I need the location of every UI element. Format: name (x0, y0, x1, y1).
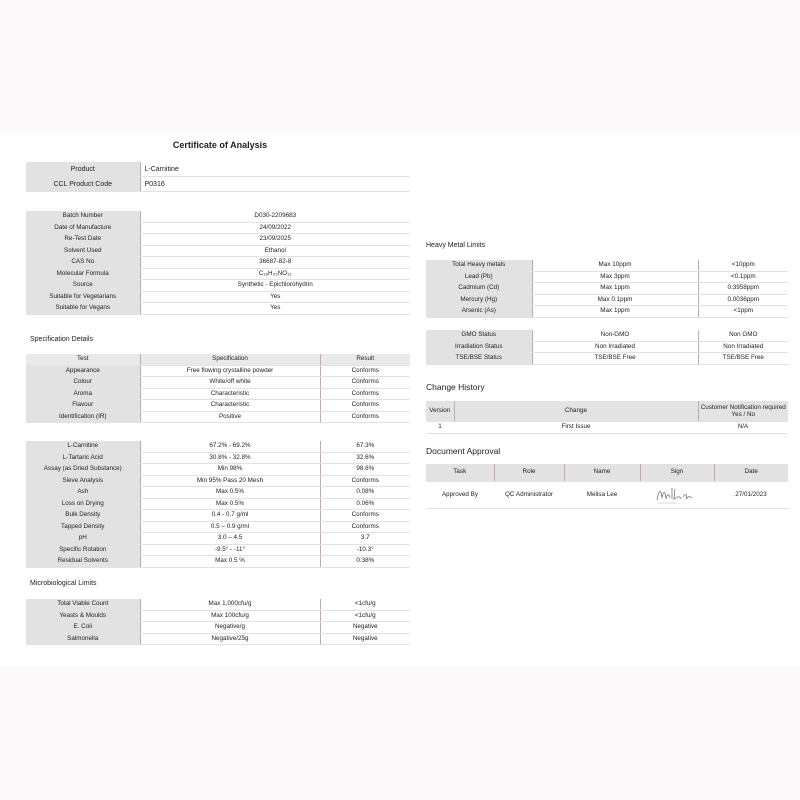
status-result: Non GMO (698, 330, 788, 341)
status-result: Non Irradiated (698, 341, 788, 353)
batch-label: Suitable for Vegans (26, 303, 140, 315)
batch-row (26, 280, 410, 292)
change-history-row (426, 422, 788, 434)
specification-result: Conforms (320, 365, 410, 377)
heavy-metal-test: Arsenic (As) (426, 306, 532, 318)
batch-value: Synthetic - Epichlorohydrin (140, 280, 410, 292)
assay-test: pH (26, 533, 140, 545)
batch-row (26, 257, 410, 269)
approval-sign (640, 482, 714, 509)
specification-test: Identification (IR) (26, 411, 140, 423)
micro-specification: Negative/g (140, 622, 320, 634)
assay-result: Conforms (320, 510, 410, 522)
assay-result: 67.3% (320, 441, 410, 452)
heavy-metal-row (426, 283, 788, 295)
status-table (426, 330, 788, 365)
specification-result: Conforms (320, 377, 410, 389)
assay-row (26, 556, 410, 568)
micro-title: Microbiological Limits (30, 580, 97, 587)
assay-result: 0.08% (320, 487, 410, 499)
micro-row (26, 622, 410, 634)
status-test: TSE/BSE Status (426, 353, 532, 365)
micro-specification: Max 1,000cfu/g (140, 599, 320, 610)
status-specification: Non-GMO (532, 330, 698, 341)
assay-result: 3.7 (320, 533, 410, 545)
change-version: 1 (426, 422, 454, 434)
assay-test: Tapped Density (26, 521, 140, 533)
assay-test: Ash (26, 487, 140, 499)
specification-specification: Characteristic (140, 388, 320, 400)
micro-test: Total Viable Count (26, 599, 140, 610)
micro-result: Negative (320, 633, 410, 645)
approval-row (426, 482, 788, 509)
specification-row (26, 377, 410, 389)
batch-value: Yes (140, 303, 410, 315)
micro-specification: Max 100cfu/g (140, 610, 320, 622)
batch-label: Batch Number (26, 211, 140, 222)
micro-result: Negative (320, 622, 410, 634)
assay-test: Residual Solvents (26, 556, 140, 568)
assay-specification: 0.4 - 0.7 g/ml (140, 510, 320, 522)
assay-row (26, 475, 410, 487)
specification-row (26, 411, 410, 423)
micro-table (26, 599, 410, 645)
batch-label: Molecular Formula (26, 268, 140, 280)
specification-row (26, 400, 410, 412)
change-history-table (426, 401, 788, 434)
header-date: Date (714, 464, 788, 482)
assay-result: 0.06% (320, 498, 410, 510)
assay-test: L-Tartaric Acid (26, 452, 140, 464)
change-notification: N/A (698, 422, 788, 434)
micro-test: E. Coli (26, 622, 140, 634)
specification-result: Conforms (320, 388, 410, 400)
batch-row (26, 234, 410, 246)
assay-row (26, 441, 410, 452)
heavy-metal-test: Mercury (Hg) (426, 294, 532, 306)
assay-specification: 67.2% - 69.2% (140, 441, 320, 452)
specification-specification: Positive (140, 411, 320, 423)
assay-test: L-Carnitine (26, 441, 140, 452)
assay-specification: Min 98% (140, 464, 320, 476)
batch-value: Ethanol (140, 245, 410, 257)
heavy-metal-specification: Max 1ppm (532, 306, 698, 318)
specification-result: Conforms (320, 411, 410, 423)
specification-specification: White/off white (140, 377, 320, 389)
batch-label: CAS No (26, 257, 140, 269)
approval-name: Melisa Lee (564, 482, 640, 509)
product-code-label: CCL Product Code (26, 177, 140, 192)
heavy-metal-test: Total Heavy metals (426, 260, 532, 271)
assay-specification: Max 0.5% (140, 487, 320, 499)
assay-row (26, 510, 410, 522)
specification-test: Colour (26, 377, 140, 389)
header-result: Result (320, 354, 410, 365)
header-notification: Customer Notification required Yes / No (698, 401, 788, 422)
assay-specification: 0.5 – 0.9 g/ml (140, 521, 320, 533)
heavy-metal-result: 0.3958ppm (698, 283, 788, 295)
product-row (26, 162, 410, 177)
change-history-header-row (426, 401, 788, 422)
specification-specification: Characteristic (140, 400, 320, 412)
specification-header-row (26, 354, 410, 365)
assay-test: Sieve Analysis (26, 475, 140, 487)
batch-value: 23/09/2025 (140, 234, 410, 246)
assay-test: Assay (as Dried Substance) (26, 464, 140, 476)
heavy-metal-row (426, 260, 788, 271)
batch-label: Re-Test Date (26, 234, 140, 246)
status-row (426, 353, 788, 365)
assay-result: Conforms (320, 475, 410, 487)
batch-row (26, 245, 410, 257)
status-result: TSE/BSE Free (698, 353, 788, 365)
assay-row (26, 452, 410, 464)
approval-table (426, 464, 788, 509)
assay-result: Conforms (320, 521, 410, 533)
page-title: Certificate of Analysis (172, 140, 268, 150)
heavy-metal-specification: Max 0.1ppm (532, 294, 698, 306)
assay-specification: Max 0.5 % (140, 556, 320, 568)
heavy-metal-result: <10ppm (698, 260, 788, 271)
batch-value: 24/09/2022 (140, 222, 410, 234)
header-test: Test (26, 354, 140, 365)
status-test: GMO Status (426, 330, 532, 341)
heavy-metal-row (426, 294, 788, 306)
heavy-metal-specification: Max 10ppm (532, 260, 698, 271)
header-role: Role (494, 464, 564, 482)
approval-date: 27/01/2023 (714, 482, 788, 509)
assay-specification: 30.8% - 32.8% (140, 452, 320, 464)
status-row (426, 330, 788, 341)
batch-row (26, 268, 410, 280)
product-table (26, 162, 410, 192)
assay-test: Bulk Density (26, 510, 140, 522)
assay-table (26, 441, 410, 568)
specification-row (26, 388, 410, 400)
micro-row (26, 610, 410, 622)
heavy-metal-result: 0.0036ppm (698, 294, 788, 306)
batch-value: C₁₈H₃₃NO₁₂ (140, 268, 410, 280)
header-change: Change (454, 401, 698, 422)
heavy-metal-specification: Max 1ppm (532, 283, 698, 295)
status-specification: Non Irradiated (532, 341, 698, 353)
product-code-value: P0316 (140, 177, 410, 192)
heavy-metal-test: Lead (Pb) (426, 271, 532, 283)
header-version: Version (426, 401, 454, 422)
micro-test: Salmonella (26, 633, 140, 645)
specification-table (26, 354, 410, 423)
approval-task: Approved By (426, 482, 494, 509)
assay-specification: -9.5° - -11° (140, 544, 320, 556)
heavy-metal-result: <1ppm (698, 306, 788, 318)
specification-row (26, 365, 410, 377)
assay-row (26, 533, 410, 545)
assay-specification: Max 0.5% (140, 498, 320, 510)
batch-value: D030-2209683 (140, 211, 410, 222)
assay-test: Specific Rotation (26, 544, 140, 556)
batch-value: 36687-82-8 (140, 257, 410, 269)
micro-result: <1cfu/g (320, 610, 410, 622)
micro-specification: Negative/25g (140, 633, 320, 645)
assay-specification: Min 95% Pass 20 Mesh (140, 475, 320, 487)
batch-label: Solvent Used (26, 245, 140, 257)
approval-title: Document Approval (426, 446, 501, 456)
assay-test: Loss on Drying (26, 498, 140, 510)
batch-label: Suitable for Vegetarians (26, 291, 140, 303)
heavy-metal-test: Cadmium (Cd) (426, 283, 532, 295)
assay-result: 32.6% (320, 452, 410, 464)
status-row (426, 341, 788, 353)
heavy-metal-title: Heavy Metal Limits (426, 242, 486, 249)
assay-specification: 3.0 – 4.5 (140, 533, 320, 545)
micro-row (26, 599, 410, 610)
batch-row (26, 211, 410, 222)
assay-row (26, 464, 410, 476)
batch-value: Yes (140, 291, 410, 303)
header-name: Name (564, 464, 640, 482)
heavy-metal-table (426, 260, 788, 318)
header-sign: Sign (640, 464, 714, 482)
batch-row (26, 291, 410, 303)
assay-result: -10.3° (320, 544, 410, 556)
change-description: First Issue (454, 422, 698, 434)
approval-role: QC Administrator (494, 482, 564, 509)
specification-result: Conforms (320, 400, 410, 412)
header-task: Task (426, 464, 494, 482)
product-code-row (26, 177, 410, 192)
heavy-metal-row (426, 271, 788, 283)
specification-test: Appearance (26, 365, 140, 377)
specification-test: Aroma (26, 388, 140, 400)
assay-result: 0.38% (320, 556, 410, 568)
micro-test: Yeasts & Moulds (26, 610, 140, 622)
batch-row (26, 303, 410, 315)
assay-result: 98.6% (320, 464, 410, 476)
signature-image (652, 484, 702, 506)
header-specification: Specification (140, 354, 320, 365)
status-test: Irradiation Status (426, 341, 532, 353)
specification-title: Specification Details (30, 336, 94, 343)
specification-specification: Free flowing crystalline powder (140, 365, 320, 377)
approval-header-row (426, 464, 788, 482)
assay-row (26, 498, 410, 510)
change-history-title: Change History (426, 382, 485, 392)
micro-result: <1cfu/g (320, 599, 410, 610)
product-label: Product (26, 162, 140, 177)
heavy-metal-specification: Max 3ppm (532, 271, 698, 283)
micro-row (26, 633, 410, 645)
assay-row (26, 544, 410, 556)
batch-label: Source (26, 280, 140, 292)
heavy-metal-row (426, 306, 788, 318)
batch-label: Date of Manufacture (26, 222, 140, 234)
status-specification: TSE/BSE Free (532, 353, 698, 365)
batch-info-table (26, 211, 410, 315)
product-value: L-Carnitine (140, 162, 410, 177)
assay-row (26, 487, 410, 499)
assay-row (26, 521, 410, 533)
heavy-metal-result: <0.1ppm (698, 271, 788, 283)
batch-row (26, 222, 410, 234)
specification-test: Flavour (26, 400, 140, 412)
